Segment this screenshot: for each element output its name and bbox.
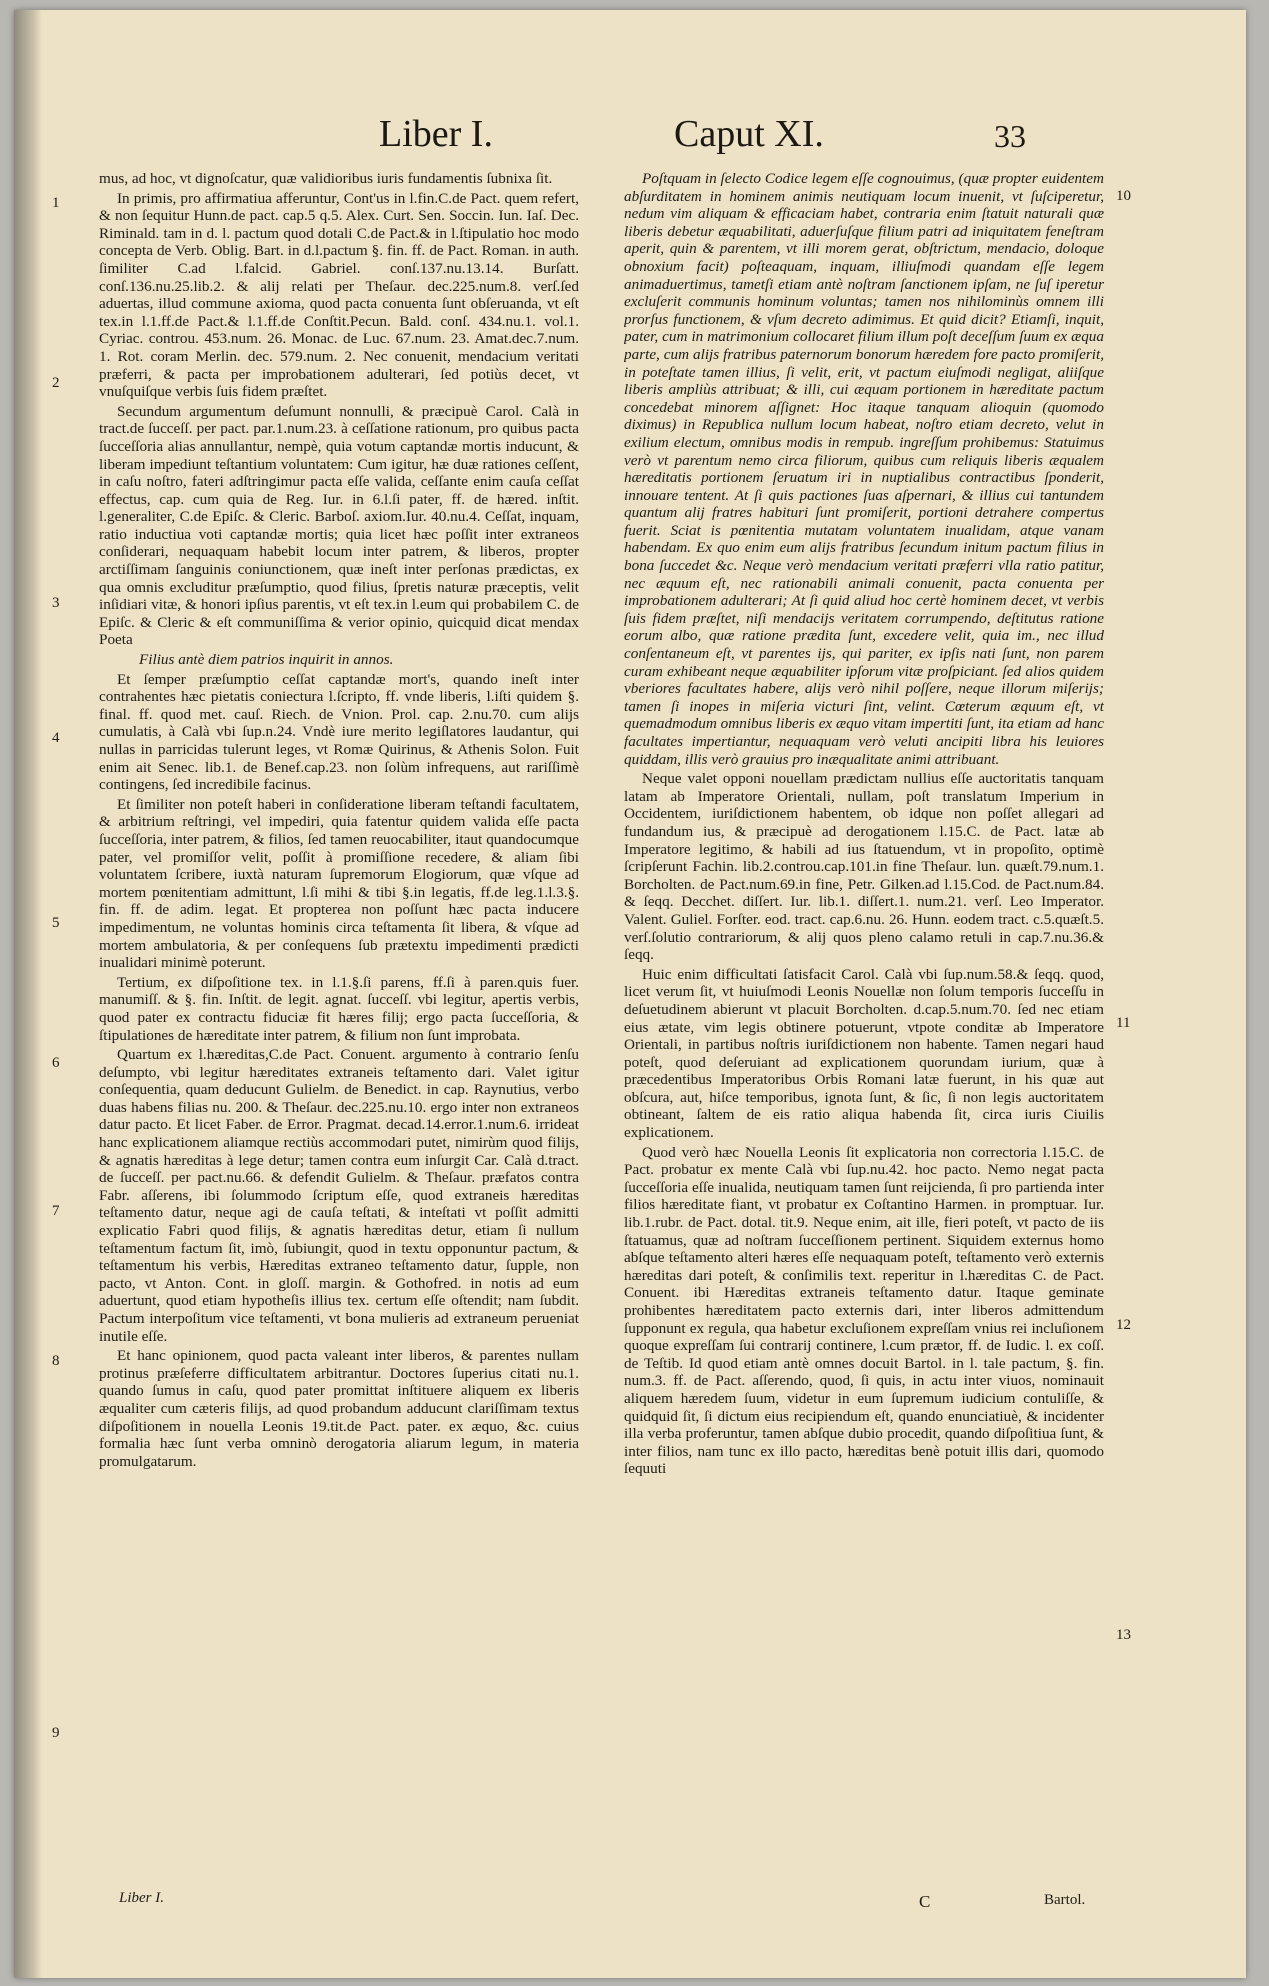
margin-number: 6	[52, 1055, 60, 1071]
page-number: 33	[994, 118, 1026, 154]
margin-number: 12	[1116, 1317, 1131, 1333]
footer-running-title: Liber I.	[119, 1890, 164, 1906]
paragraph: Tertium, ex diſpoſitione tex. in l.1.§.ſi parens, ff.ſi à paren.quis fuer. manumiſſ. & §. fin. Inſtit. de legit. agnat. ſucceſſ. vbi legitur, apertis verbis, quod pater ex contractu fiduciæ fit hæres filij; ergo pacta ſucceſſoria, & ſtipulationes de hæreditate inter patrem, & filium non ſunt improbata.	[99, 973, 579, 1044]
margin-number: 1	[52, 195, 60, 211]
page-header	[14, 102, 1246, 162]
margin-number: 9	[52, 1725, 60, 1741]
margin-number: 4	[52, 730, 60, 746]
quoted-novella: Poſtquam in ſelecto Codice legem eſſe cognouimus, (quæ propter euidentem abſurditatem in hominem animis neutiquam locum inuenit, vt ſuſciperetur, nedum vim aliquam & efficaciam habet, contraria enim ſtatuit naturali quæ liberis debetur æquabilitati, aduerſuſque filium patri ad iniquitatem feneſtram aperit, quin & parentem, vt illi morem gerat, obſtrictum, mendacio, doloque obnoxium facit) poſteaquam, inquam, illiuſmodi quandam eſſe legem animaduertimus, tametſi etiam antè noſtram ſanctionem ipſam, ne ſuſ iperetur excluſerit communis hominum voluntas; tamen nos nihilominùs omnem illi prorſus functionem, & vſum decreto adimimus. Et quid dicit? Etiamſi, inquit, pater, cum in matrimonium collocaret filium illum poſt deceſſum ſuum ex æqua parte, cum alijs fratribus paternorum bonorum hæredem fore pacto promiſerit, in poteſtate tamen illius, ſi velit, erit, vt pactum eiuſmodi negligat, aliiſque liberis ampliùs attribuat; & illi, cui æquam portionem in hæreditate pactum concedebat minorem aſſignet: Hoc itaque tanquam alioquin (quomodo diximus) in Republica nullum locum habeat, noſtro etiam decreto, velut in exilium electum, omnibus modis in rempub. ingreſſum prohibemus: Statuimus verò vt parentum nemo circa filiorum, quibus cum reliquis liberis æqualem hæreditatis portionem ſeruatum iri in nuptialibus contractibus ſponderit, innouare tentent. At ſi quis pactiones ſuas aſpernari, & illius cui tantundem quantum alij fratres habituri ſunt promiſerit, portioni detrahere compertus fuerit. Sciat is pœnitentia mutatam voluntatem inualidam, atque vanam habendam. Ex quo enim eum alijs fratribus ſecundum initum pactum filius in bona ſuccedet &c. Neque verò mendacium veritati præferri vlla ratio patitur, nec æquum eſt, nec rationabili animali conuenit, pacta conuenta per improbationem adulterari; At ſi quid aliud hoc certè hominem decet, vt verbis ſuis fidem præſtet, niſi mendacijs veritatem corrumpendo, deſtitutus ratione eorum albo, quæ ratione prædita ſunt, excedere velit, quia im., nec illud conſentaneum eſt, vt parentes ijs, qui pariter, ex ipſis nati ſunt, non parem curam exhibeant neque æquabiliter ipſorum vitæ proſpiciant. ſed alios quidem vberiores facultates habere, alijs verò nihil poſſere, neque illorum miſerijs; tamen ſi inopes in miſeria victuri ſint, velint. Cœterum æquum eſt, vt quemadmodum omnibus liberis ex æquo vitam impertiti ſunt, ita etiam ad hanc facultates impertiantur, nequaquam verò veluti ancipiti libra his leuiores quiddam, illis verò grauius pro inæqualitate animi attribuant.	[624, 170, 1104, 768]
catchword: Bartol.	[1044, 1892, 1086, 1908]
margin-number: 10	[1116, 188, 1131, 204]
paragraph: Et hanc opinionem, quod pacta valeant inter liberos, & parentes nullam protinus præſeferre difficultatem arbitrantur. Doctores ſuperius citati nu.1. quando ſumus in caſu, quod pater promittat inſtituere aliquem ex liberis æqualiter cum cæteris filijs, ad quod probandum adducunt clariſſimam textus diſpoſitionem in nouella Leonis 19.tit.de Pact. pater. ex æquo, &c. cuius formalia hæc ſunt verba omninò derogatoria aliarum legum, in materia promulgatarum.	[99, 1347, 579, 1470]
book-page	[14, 10, 1246, 1978]
margin-number: 8	[52, 1353, 60, 1369]
paragraph: mus, ad hoc, vt dignoſcatur, quæ validioribus iuris fundamentis ſubnixa ſit.	[99, 170, 553, 187]
margin-number: 13	[1116, 1627, 1131, 1643]
running-head-right: Caput XI.	[674, 113, 824, 155]
paragraph: Quod verò hæc Nouella Leonis ſit explicatoria non correctoria l.15.C. de Pact. probatur ex mente Calà vbi ſup.nu.42. hoc pacto. Nemo negat pacta ſucceſſoria eſſe inualida, neutiquam tamen ſunt reijcienda, ſi pro partienda inter filios hæreditate fiant, vt probatur ex Coſtantino Harmen. in promptuar. Iur. lib.1.rubr. de Pact. dotal. tit.9. Neque enim, ait ille, fieri poteſt, vt pacto de iis ſtatuamus, quæ ad noſtram ſucceſſionem pertinent. Siquidem externus homo abſque teſtamento alteri hæres eſſe nequaquam poteſt, teſtamento verò externis hæreditas dari poteſt, & conſimilis text. reperitur in l.hæreditas C. de Pact. Conuent. ibi Hæreditas extraneis teſtamento datur. Itaque geminate prohibentes hæreditatem pacto externis dari, inter liberos admittendum ſupponunt ex regula, qua habetur excluſionem expreſſam vnius rei incluſionem quoque expreſſam ſui contrarij continere, l.cum prætor, ff. de Iudic. l. ex coſſ. de Teſtib. Id quod etiam antè omnes docuit Bartol. in l. tale pactum, §. fin. num.3. ff. de Pact. aſſerendo, quod, ſi quis, in actu inter viuos, nominauit aliquem hæredem ſuum, videtur in eum ſupremum iudicium contuliſſe, & quidquid ſit, ſi dictum eius recipiendum eſt, quando enunciatiuè, & incidenter illa verba proferuntur, tamen abſque dubio procedit, quando diſpoſitiua ſunt, & inter filios, nam tunc ex illo pacto, hæreditas benè potuit illis dari, quomodo ſequuti	[624, 1143, 1104, 1478]
paragraph: Huic enim difficultati ſatisfacit Carol. Calà vbi ſup.num.58.& ſeqq. quod, licet verum ſit, vt huiuſmodi Leonis Nouellæ non ſolum temporis ſucceſſu in deſuetudinem abierunt vt placuit Borcholten. d.cap.5.num.70. ſed nec etiam eius ætate, vim legis obtinere potuerunt, vtpote conditæ ab Imperatore Orientali, in partibus noſtris iuriſdictionem non habente. Tamen negari haud poteſt, quod deſeruiant ad explicationem quorundam iurium, quæ à præcedentibus Imperatoribus Orbis Romani latæ fuerunt, in his quæ aut obſcura, aut, hiſce temporibus, ignota ſunt, & ſic, ſi non legis auctoritatem obtineant, ſaltem de eis ratio aliqua habenda ſit, circa iuris Ciuilis explicationem.	[624, 965, 1104, 1142]
verse-quote: Filius antè diem patrios inquirit in annos.	[139, 651, 394, 669]
margin-number: 2	[52, 375, 60, 391]
paragraph: In primis, pro affirmatiua afferuntur, Cont'us in l.fin.C.de Pact. quem refert, & non ſequitur Hunn.de pact. cap.5 q.5. Alex. Curt. Sen. Soccin. Iun. Iaſ. Dec. Riminald. tam in d. l. pactum quod dotali C.de Pact.& in l.ſtipulatio hoc modo concepta de Verb. Oblig. Bart. in d.l.pactum §. fin. ff. de Pact. Roman. in auth. ſimiliter C.ad l.falcid. Gabriel. conſ.137.nu.13.14. Burſatt. conſ.136.nu.25.lib.2. & alij relati per Theſaur. dec.225.num.8. verſ.ſed aduertas, illud commune axioma, quod pacta conuenta ſunt obſeruanda, vt eſt tex.in l.1.ff.de Pact.& l.1.ff.de Conſtit.Pecun. Bald. conſ. 434.nu.1. vol.1. Cyriac. controu. 453.num. 26. Monac. de Luc. 67.num. 23. Amat.dec.7.num. 1. Rot. coram Merlin. dec. 579.num. 2. Nec conuenit, mendacium veritati præferri, & pacta per improbationem adulterari, ſed potiùs decet, vt vnuſquiſque verbis ſuis fidem præſtet.	[99, 189, 579, 401]
paragraph: Secundum argumentum deſumunt nonnulli, & præcipuè Carol. Calà in tract.de ſucceſſ. per pact. par.1.num.23. à ceſſatione rationum, pro quibus pacta ſucceſſoria alias annullantur, nempè, quia votum captandæ mortis inducunt, & liberam impediunt teſtantium voluntatem: Cum igitur, hæ duæ rationes ceſſent, in caſu noſtro, fateri adſtringimur pacta eſſe valida, ceſſante enim cauſa ceſſat effectus, cap. cum quia de Reg. Iur. in 6.l.ſi pater, ff. de hæred. inſtit. l.generaliter, C.de Epiſc. & Cleric. Barboſ. axiom.Iur. 40.nu.4. Ceſſat, inquam, ratio inductiua voti captandæ mortis; quia licet hæc poſſit inter extraneos conſiderari, nequaquam habebit locum inter patrem, & liberos, propter arctiſſimam ſanguinis coniunctionem, quæ ineſt inter perſonas prædictas, ex qua omnis excluditur præſumptio, quod filius, ſpretis naturæ præceptis, velit inſidiari vitæ, & honori ipſius parentis, vt eſt tex.in l.eum qui probabilem C. de Epiſc. & Cleric & eſt communiſſima & verior opinio, quicquid dicat mendax Poeta	[99, 402, 579, 649]
margin-number: 7	[52, 1203, 60, 1219]
page-gutter	[14, 10, 42, 1978]
margin-number: 3	[52, 595, 60, 611]
paragraph: Quartum ex l.hæreditas,C.de Pact. Conuent. argumento à contrario ſenſu deſumpto, vbi legitur hæreditates extraneis teſtamento dari. Valet igitur conſequentia, quam deducunt Gulielm. de Benedict. in cap. Raynutius, verbo duas habens filias nu. 200. & Theſaur. dec.225.nu.10. ergo inter non extraneos datur pacto. Et licet Faber. de Error. Pragmat. decad.14.error.1.num.6. irrideat hanc explicationem aliamque rectiùs accommodari putet, nimirùm quod filijs, & agnatis hæreditas à lege detur; tamen contra eum inſurgit Car. Calà d.tract. de ſucceſſ. per pact.nu.66. & defendit Gulielm. & Theſaur. præfatos contra Fabr. aſſerens, ibi ſolummodo ſcriptum eſſe, quod extraneis hæreditas teſtamento datur, neque agi de cauſa teſtati, & inteſtati vt poſſit admitti explicatio Fabri quod filijs, & agnatis hæreditas detur, etiam ſi nullum teſtamentum factum ſit, imò, ſubiungit, quod in textu opponuntur pactum, & teſtamentum his verbis, Hæreditas extraneo teſtamento datur, ſupple, non pacto, vt Anton. Cont. in gloſſ. margin. & Gothofred. in notis ad eum aduertunt, quod etiam hypotheſis illius tex. certum eſſe oſtendit; nam ſubdit. Pactum interpoſitum vice teſtamenti, vt bona mulieris ad extraneum perueniat inutile eſſe.	[99, 1046, 579, 1345]
running-head-left: Liber I.	[379, 113, 493, 155]
left-text-column	[99, 170, 579, 1890]
paragraph: Et ſemper præſumptio ceſſat captandæ mort's, quando ineſt inter contrahentes hæc pietatis coniectura l.ſcripto, ff. vnde liberis, l.iſti quidem §. final. ff. quod met. cauſ. Riech. de Vnion. Prol. cap. 2.nu.70. cum alijs cumulatis, à Calà vbi ſup.n.24. Vndè iure merito legiſlatores laudantur, qui nullas in parricidas tulerunt leges, vt Romæ Quirinus, & Athenis Solon. Fuit enim ait Senec. lib.1. de Benef.cap.23. non ſolùm infrequens, aut rariſſimè contingens, ſed incredibile facinus.	[99, 670, 579, 794]
margin-number: 11	[1116, 1015, 1131, 1031]
margin-number: 5	[52, 915, 60, 931]
paragraph: Et ſimiliter non poteſt haberi in conſideratione liberam teſtandi facultatem, & arbitrium reſtringi, vel impediri, quia fatentur quidem valida eſſe pacta ſucceſſoria, inter patrem, & filios, ſed tamen reuocabiliter, itaut quandocumque pater, vel promiſſor velit, poſſit à promiſſione recedere, & aliam ſibi voluntatem ſcribere, iuxtà naturam ſupremorum Elogiorum, quæ vſque ad mortem pœnitentiam admittunt, l.ſi mihi & tibi §.in legatis, ff.de leg.1.l.3.§. fin. ff. de adim. legat. Et propterea non poſſunt hæc pacta inducere impedimentum, ne voluntas hominis circa teſtamenta ſit libera, & vſque ad mortem ambulatoria, & per conſequens ſub prætextu impedimenti prædicti inualidari minimè poterunt.	[99, 795, 579, 972]
paragraph: Neque valet opponi nouellam prædictam nullius eſſe auctoritatis tanquam latam ab Imperatore Orientali, nullam, poſt translatum Imperium in Occidentem, iuriſdictionem habentem, ob idque non poſſet allegari ad fundandum ius, & præcipuè ad derogationem l.15.C. de Pact. latæ ab Imperatore legitimo, & habili ad ius ſtatuendum, vt in propoſito, optimè ſcripſerunt Fachin. lib.2.controu.cap.101.in fine Theſaur. lun. quæſt.79.num.1. Borcholten. de Pact.num.69.in fine, Petr. Gilken.ad l.15.Cod. de Pact.num.84. & ſeqq. Decchet. diſſert. Iur. lib.1. diſſert.1. num.21. verſ. Leo Imperator. Valent. Guliel. Forſter. eod. tract. cap.6.nu. 26. Hunn. eodem tract. c.5.quæſt.5. verſ.ſolutio contrariorum, & alij quos pleno calamo retuli in cap.7.nu.36.& ſeqq.	[624, 770, 1104, 964]
signature-mark: C	[919, 1892, 931, 1911]
right-text-column	[624, 170, 1104, 1890]
